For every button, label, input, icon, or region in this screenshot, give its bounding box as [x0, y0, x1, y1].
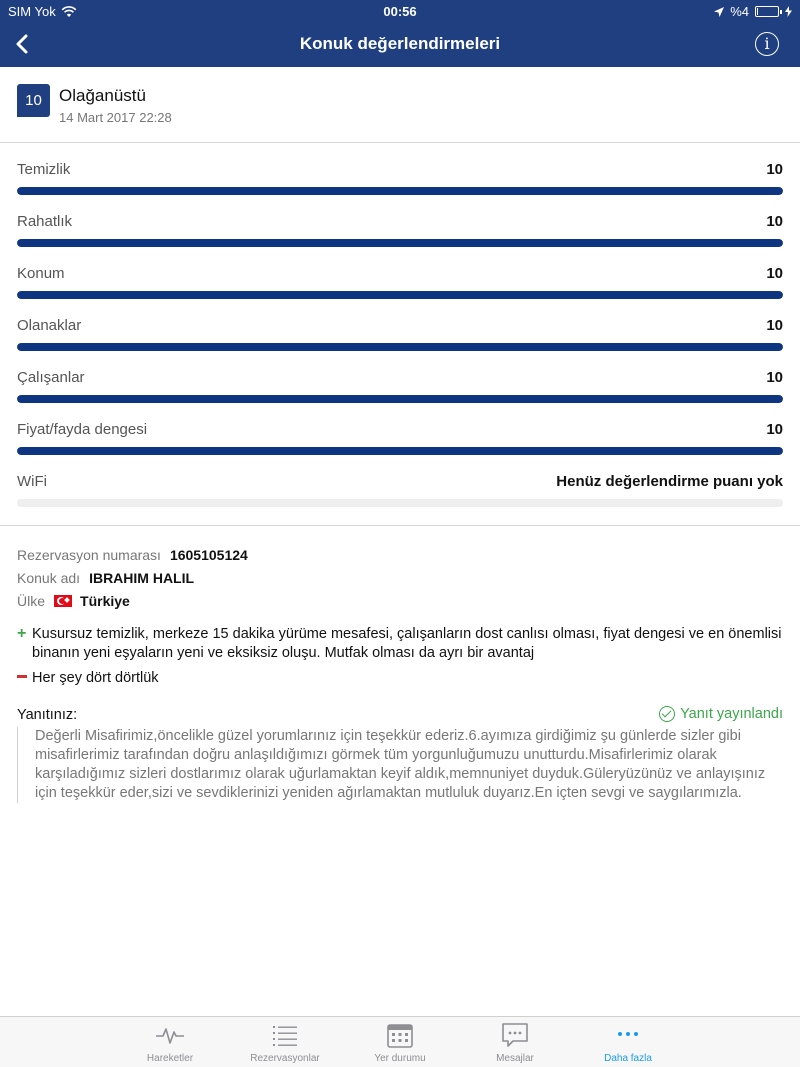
rating-value: 10 [766, 369, 783, 386]
guest-name-row [17, 566, 248, 589]
country-row [17, 589, 248, 612]
reply-label: Yanıtınız: [17, 707, 78, 723]
battery-icon [755, 6, 779, 17]
positive-comment-text: Kusursuz temizlik, merkeze 15 dakika yürüme mesafesi, çalışanların dost canlısı olması, fiyat dengesi ve en önemlisi binanın yeni eşyaların yeni ve eksiksiz oluşu. Mutfak olması da ayrı bir avantaj [32, 626, 782, 661]
status-right [714, 4, 792, 19]
check-circle-icon [659, 706, 675, 722]
reply-text: Değerli Misafirimiz,öncelikle güzel yorumlarınız için teşekkür ederiz.6.ayımıza girdiğimiz şu günlerde sizler gibi misafirlerimiz tarafından doğru anlaşıldığımızı görmek tüm yorgunluğumuzu unutturdu.Misafirlerimiz olarak karşıladığımız sizleri dostlarımız olarak uğurlamaktan keyif aldık,memnuniyet duyduk.Güleryüzünüz ve anlayışınız için teşekkür eder,sizi ve sevdiklerinizi yeniden ağırlamaktan mutluluk duyarız.En içten sevgi ve saygılarımızla. [17, 727, 783, 803]
rating-value: 10 [766, 317, 783, 334]
rating-label: Rahatlık [17, 213, 73, 230]
rating-value: 10 [766, 161, 783, 178]
rating-bar-fill [17, 395, 783, 403]
rating-label: WiFi [17, 473, 47, 490]
tab-rezervasyonlar[interactable] [230, 1017, 340, 1067]
country-value: Türkiye [80, 592, 130, 609]
rating-bar-fill [17, 239, 783, 247]
battery-percent: %4 [730, 4, 749, 19]
rating-label: Fiyat/fayda dengesi [17, 421, 148, 438]
reservation-number-row [17, 543, 248, 566]
rating-bar [17, 343, 783, 351]
rating-row-calisanlar [17, 368, 783, 420]
plus-icon: + [17, 625, 27, 642]
rating-bar-fill [17, 343, 783, 351]
rating-bar-fill [17, 187, 783, 195]
tab-yer-durumu[interactable] [345, 1017, 455, 1067]
location-arrow-icon [714, 7, 724, 17]
tab-bar [0, 1016, 800, 1067]
rating-row-wifi [17, 472, 783, 524]
rating-bar [17, 447, 783, 455]
info-icon[interactable]: i [755, 32, 779, 56]
rating-value: Henüz değerlendirme puanı yok [556, 473, 783, 490]
rating-label: Konum [17, 265, 65, 282]
charging-bolt-icon [785, 6, 792, 17]
rating-value: 10 [766, 421, 783, 438]
rating-value: 10 [766, 265, 783, 282]
activity-icon [155, 1022, 185, 1048]
minus-icon [17, 675, 27, 678]
reservation-details [17, 543, 248, 612]
section-divider [0, 525, 800, 526]
tab-label: Rezervasyonlar [250, 1053, 320, 1064]
reply-status [659, 706, 783, 722]
rating-row-olanaklar [17, 316, 783, 368]
rating-bar [17, 395, 783, 403]
guest-name-label: Konuk adı [17, 569, 81, 586]
overall-score-word: Olağanüstü [59, 86, 146, 105]
rating-row-temizlik [17, 160, 783, 212]
rating-label: Olanaklar [17, 317, 82, 334]
nav-bar [0, 22, 800, 67]
country-label: Ülke [17, 592, 46, 609]
tab-hareketler[interactable] [115, 1017, 225, 1067]
rating-bar [17, 499, 783, 507]
rating-bar-fill [17, 291, 783, 299]
tab-label: Yer durumu [374, 1053, 426, 1064]
calendar-icon [385, 1022, 415, 1048]
battery-level [757, 8, 758, 15]
rating-bar-fill [17, 447, 783, 455]
rating-value: 10 [766, 213, 783, 230]
tab-label: Daha fazla [604, 1053, 652, 1064]
rating-label: Çalışanlar [17, 369, 85, 386]
guest-name-value: IBRAHIM HALIL [89, 569, 195, 586]
tab-label: Mesajlar [496, 1053, 534, 1064]
turkey-flag-icon [54, 595, 72, 607]
rating-bar [17, 239, 783, 247]
status-bar [0, 0, 800, 22]
tab-label: Hareketler [146, 1053, 194, 1064]
tab-daha-fazla[interactable] [573, 1017, 683, 1067]
review-header [0, 67, 800, 143]
message-icon [500, 1022, 530, 1048]
rating-list [17, 160, 783, 524]
status-time: 00:56 [383, 4, 417, 19]
reservation-number-value: 1605105124 [169, 546, 248, 563]
page-title: Konuk değerlendirmeleri [299, 34, 501, 53]
list-icon [270, 1022, 300, 1048]
negative-comment-text: Her şey dört dörtlük [32, 670, 159, 686]
review-date: 14 Mart 2017 22:28 [59, 110, 172, 125]
rating-label: Temizlik [17, 161, 71, 178]
more-icon [613, 1022, 643, 1048]
reservation-number-label: Rezervasyon numarası [17, 546, 161, 563]
carrier-label: SIM Yok [8, 4, 56, 19]
rating-bar [17, 291, 783, 299]
rating-row-konum [17, 264, 783, 316]
positive-comment [17, 625, 787, 663]
rating-row-fiyat-fayda [17, 420, 783, 472]
overall-score-badge: 10 [17, 84, 50, 117]
reply-status-text: Yanıt yayınlandı [680, 706, 783, 722]
rating-row-rahatlik [17, 212, 783, 264]
negative-comment [17, 670, 159, 686]
tab-mesajlar[interactable] [460, 1017, 570, 1067]
rating-bar [17, 187, 783, 195]
